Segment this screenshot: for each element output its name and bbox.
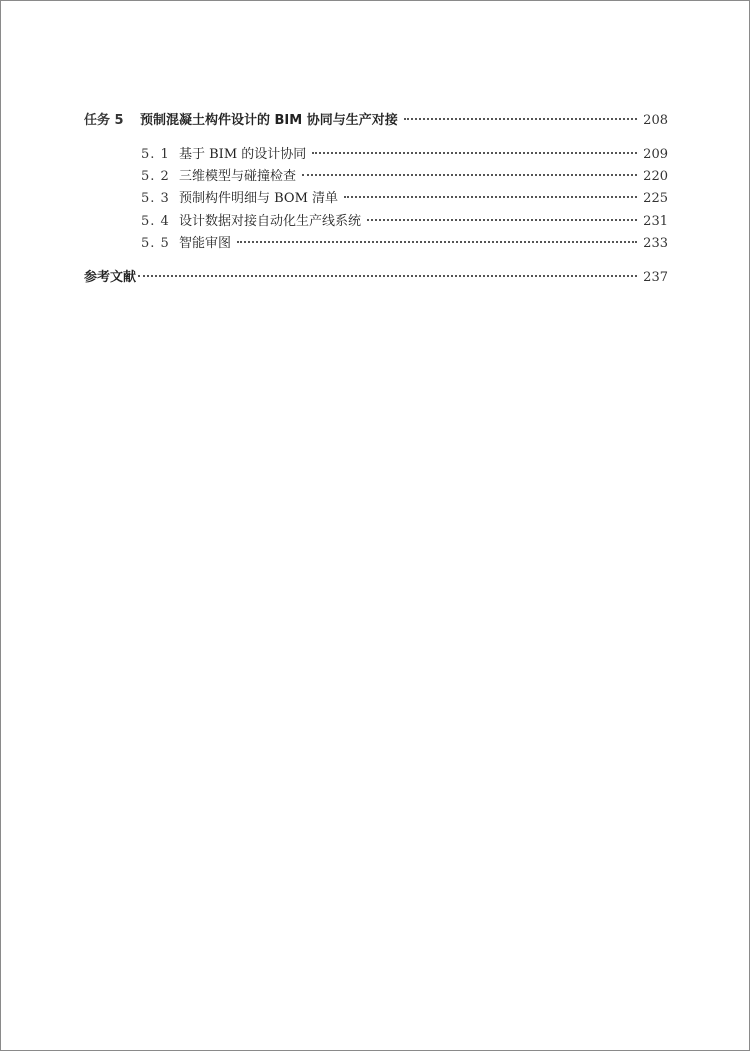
toc-dot-leader [344,196,637,198]
toc-entry-task5[interactable] [84,112,668,130]
toc-task-number: 任务 5 [84,113,124,128]
toc-entry-section[interactable] [141,146,668,164]
toc-section-title: 基于 BIM 的设计协同 [179,147,307,162]
toc-section-number: 5. 1 [141,147,170,162]
toc-section-number: 5. 2 [141,169,170,184]
toc-dot-leader [302,174,637,176]
toc-section-number: 5. 3 [141,191,170,206]
toc-task-title: 预制混凝土构件设计的 BIM 协同与生产对接 [140,113,398,128]
toc-page-number: 225 [643,191,668,206]
toc-section-title: 预制构件明细与 BOM 清单 [179,191,339,206]
toc-page-number: 231 [643,214,668,229]
toc-dot-leader [138,275,637,277]
toc-entry-references[interactable] [84,269,668,287]
toc-page-number: 220 [643,169,668,184]
toc-references-title: 参考文献 [84,270,137,285]
toc-page-number: 208 [643,113,668,128]
toc-entry-section[interactable] [141,235,668,253]
toc-page-number: 237 [643,270,668,285]
toc-entry-section[interactable] [141,168,668,186]
toc-entry-section[interactable] [141,213,668,231]
toc-dot-leader [367,219,637,221]
toc-section-title: 智能审图 [179,236,232,251]
toc-dot-leader [404,118,637,120]
toc-section-title: 设计数据对接自动化生产线系统 [179,214,362,229]
toc-dot-leader [312,152,637,154]
toc-entry-section[interactable] [141,190,668,208]
toc-dot-leader [237,241,637,243]
toc-section-number: 5. 5 [141,236,170,251]
toc-page-number: 209 [643,147,668,162]
toc-section-title: 三维模型与碰撞检查 [179,169,297,184]
toc-page-number: 233 [643,236,668,251]
toc-section-number: 5. 4 [141,214,170,229]
